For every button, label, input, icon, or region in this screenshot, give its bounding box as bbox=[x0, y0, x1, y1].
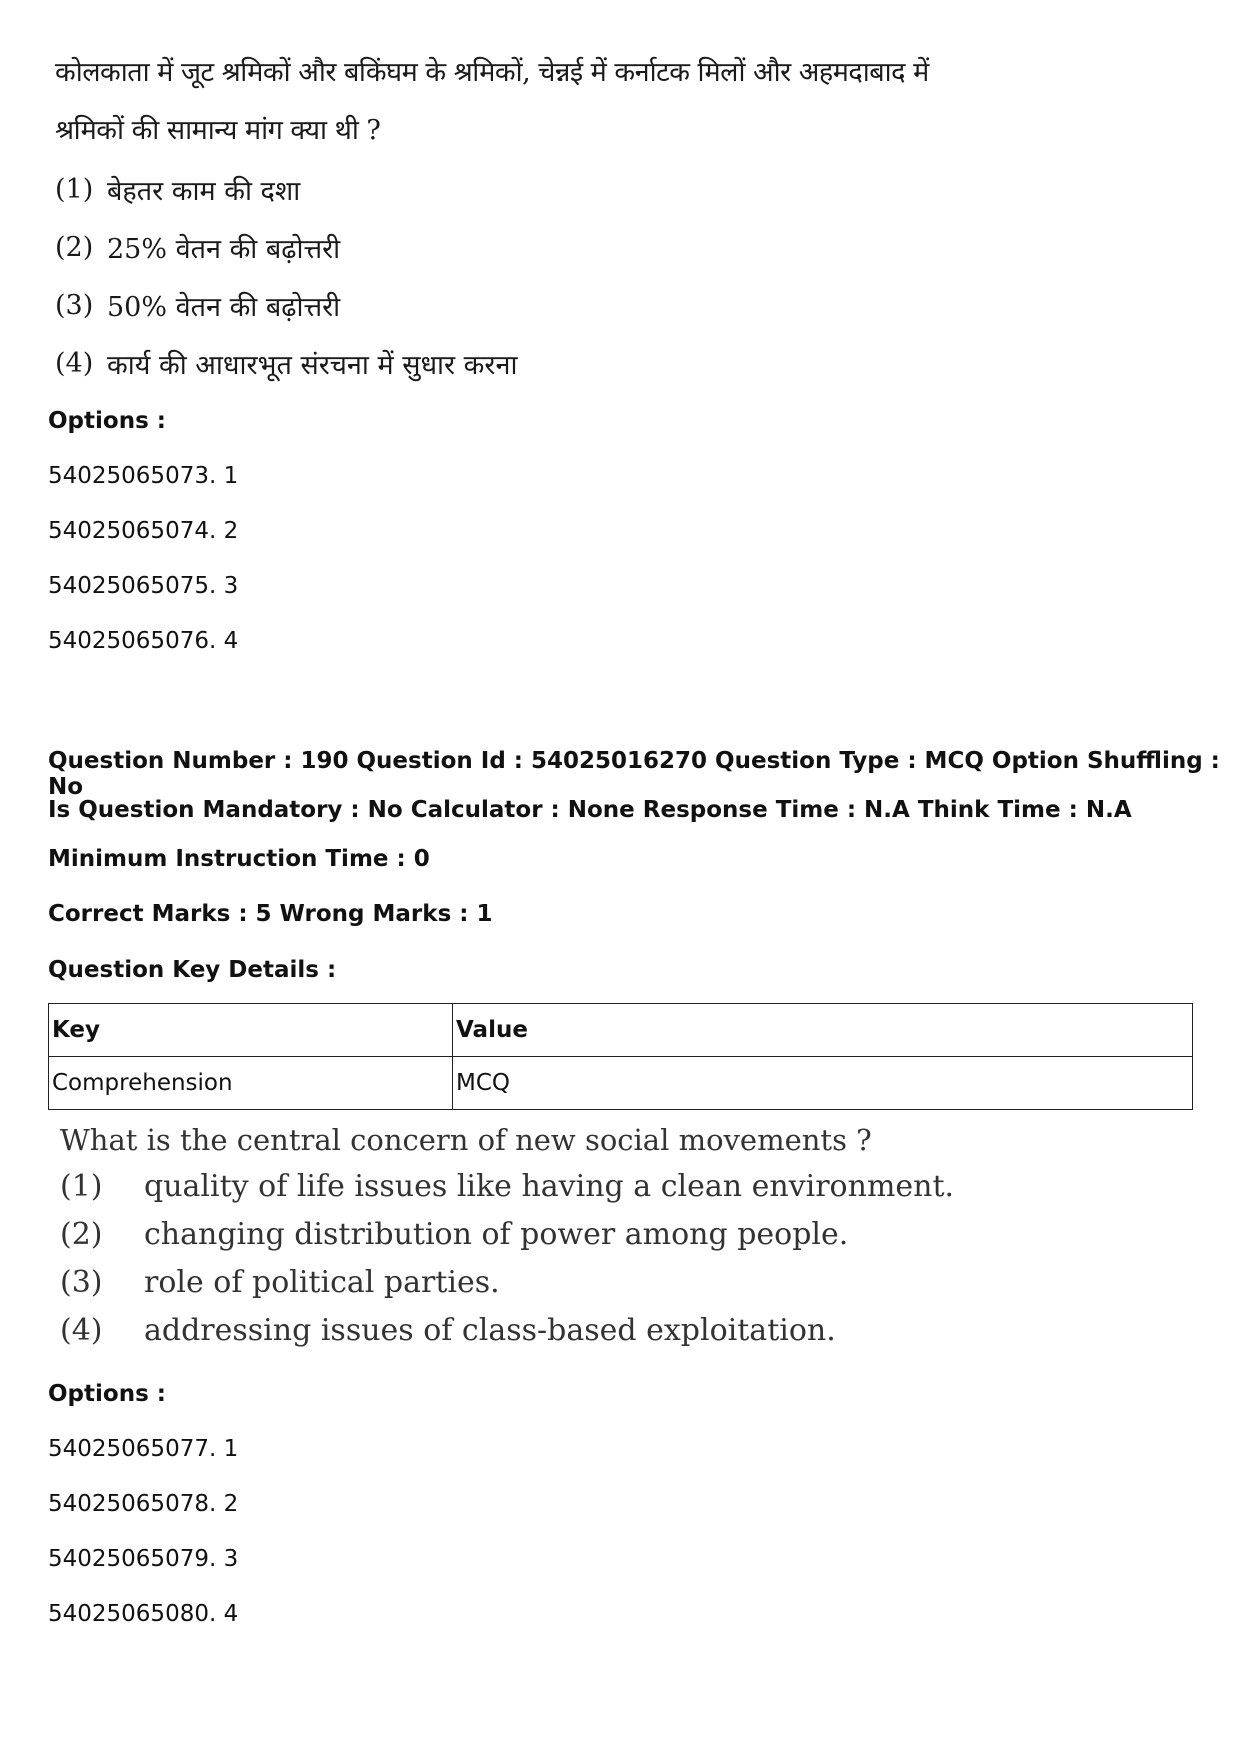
choice-2 bbox=[60, 1210, 960, 1258]
choice-number: (4) bbox=[55, 347, 94, 379]
choice-4 bbox=[55, 334, 955, 392]
options-label: Options : bbox=[48, 408, 166, 434]
choice-3 bbox=[60, 1258, 960, 1306]
option-3: 54025065075. 3 bbox=[48, 573, 239, 599]
option-1: 54025065077. 1 bbox=[48, 1436, 239, 1462]
choice-number: (2) bbox=[55, 231, 94, 263]
choice-number: (3) bbox=[55, 289, 94, 321]
choice-number: (4) bbox=[60, 1312, 103, 1348]
question-text-hindi: कोलकाता में जूट श्रमिकों और बकिंघम के श्रमिकों, चेन्नई में कर्नाटक मिलों और अहमदाबाद में श्रमिकों की सामान्य मांग क्या थी ? bbox=[55, 57, 929, 146]
question-text-english: What is the central concern of new social movements ? bbox=[60, 1123, 872, 1157]
table-row bbox=[49, 1057, 1193, 1110]
choice-text: addressing issues of class-based exploitation. bbox=[144, 1312, 836, 1348]
options-label: Options : bbox=[48, 1381, 166, 1407]
question-marks: Correct Marks : 5 Wrong Marks : 1 bbox=[48, 901, 493, 927]
option-3: 54025065079. 3 bbox=[48, 1546, 239, 1572]
choice-text: बेहतर काम की दशा bbox=[107, 175, 301, 207]
choice-3 bbox=[55, 276, 955, 334]
question-meta-line-2: Is Question Mandatory : No Calculator : None Response Time : N.A Think Time : N.A bbox=[48, 797, 1132, 823]
choice-number: (2) bbox=[60, 1216, 103, 1252]
choice-text: 25% वेतन की बढ़ोत्तरी bbox=[107, 233, 341, 265]
option-2: 54025065078. 2 bbox=[48, 1491, 239, 1517]
choice-text: कार्य की आधारभूत संरचना में सुधार करना bbox=[107, 349, 518, 381]
table-cell-key: Comprehension bbox=[49, 1057, 453, 1110]
choice-number: (3) bbox=[60, 1264, 103, 1300]
question-meta-line-3: Minimum Instruction Time : 0 bbox=[48, 846, 430, 872]
option-2: 54025065074. 2 bbox=[48, 518, 239, 544]
choice-text: changing distribution of power among people. bbox=[144, 1216, 849, 1252]
table-header-row bbox=[49, 1004, 1193, 1057]
choice-text: 50% वेतन की बढ़ोत्तरी bbox=[107, 291, 341, 323]
english-question-image bbox=[60, 1118, 960, 1354]
choice-1 bbox=[55, 160, 955, 218]
choice-text: role of political parties. bbox=[144, 1264, 500, 1300]
choice-2 bbox=[55, 218, 955, 276]
table-header-value: Value bbox=[453, 1004, 1193, 1057]
choice-1 bbox=[60, 1162, 960, 1210]
key-details-label: Question Key Details : bbox=[48, 957, 337, 983]
hindi-question-image bbox=[55, 44, 955, 392]
table-cell-value: MCQ bbox=[453, 1057, 1193, 1110]
option-4: 54025065076. 4 bbox=[48, 628, 239, 654]
choice-text: quality of life issues like having a clean environment. bbox=[144, 1168, 955, 1204]
key-details-table bbox=[48, 1003, 1193, 1110]
option-1: 54025065073. 1 bbox=[48, 463, 239, 489]
choice-number: (1) bbox=[55, 173, 94, 205]
question-meta-line-1: Question Number : 190 Question Id : 54025016270 Question Type : MCQ Option Shuffling : No bbox=[48, 748, 1220, 800]
choice-number: (1) bbox=[60, 1168, 103, 1204]
table-header-key: Key bbox=[49, 1004, 453, 1057]
choice-4 bbox=[60, 1306, 960, 1354]
option-4: 54025065080. 4 bbox=[48, 1601, 239, 1627]
